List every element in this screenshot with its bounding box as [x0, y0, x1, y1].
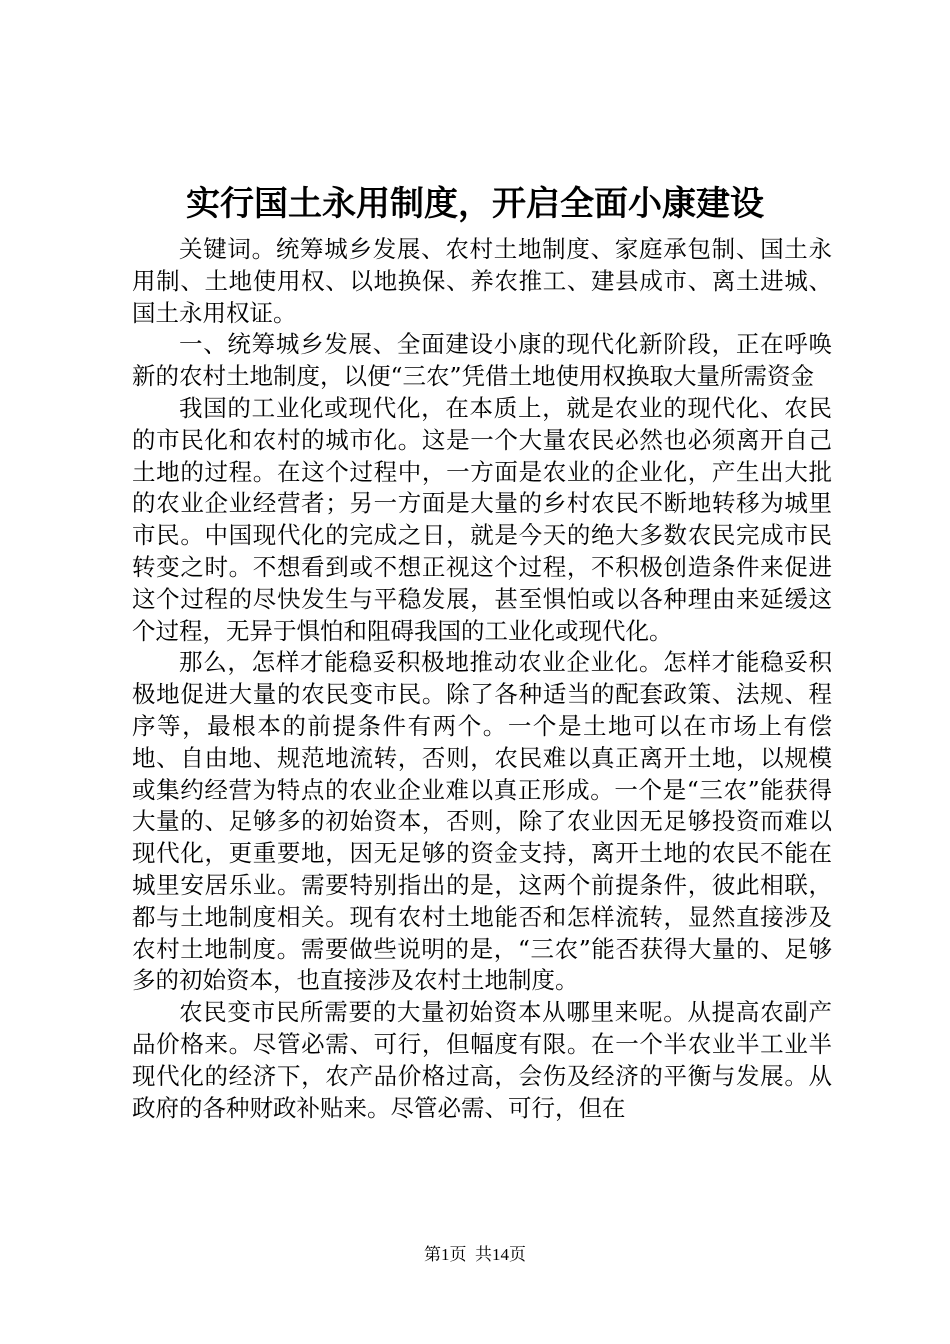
- page-total: 共14页: [475, 1245, 526, 1264]
- paragraph: 农民变市民所需要的大量初始资本从哪里来呢。从提高农副产品价格来。尽管必需、可行，但幅度有限。在一个半农业半工业半现代化的经济下，农产品价格过高，会伤及经济的平衡与发展。从政府的各种财政补贴来。尽管必需、可行，但在: [132, 998, 832, 1122]
- document-body: [132, 234, 832, 1124]
- page-number: 第1页: [424, 1245, 467, 1264]
- paragraph: 那么，怎样才能稳妥积极地推动农业企业化。怎样才能稳妥积极地促进大量的农民变市民。除了各种适当的配套政策、法规、程序等，最根本的前提条件有两个。一个是土地可以在市场上有偿地、自由地、规范地流转，否则，农民难以真正离开土地，以规模或集约经营为特点的农业企业难以真正形成。一个是“三农”能获得大量的、足够多的初始资本，否则，除了农业因无足够投资而难以现代化，更重要地，因无足够的资金支持，离开土地的农民不能在城里安居乐业。需要特别指出的是，这两个前提条件，彼此相联，都与土地制度相关。现有农村土地能否和怎样流转，显然直接涉及农村土地制度。需要做些说明的是，“三农”能否获得大量的、足够多的初始资本，也直接涉及农村土地制度。: [132, 648, 832, 995]
- document-title: 实行国土永用制度，开启全面小康建设: [186, 184, 764, 224]
- paragraph-section-heading: 一、统筹城乡发展、全面建设小康的现代化新阶段，正在呼唤新的农村土地制度，以便“三农”凭借土地使用权换取大量所需资金: [132, 330, 832, 391]
- paragraph: 我国的工业化或现代化，在本质上，就是农业的现代化、农民的市民化和农村的城市化。这是一个大量农民必然也必须离开自己土地的过程。在这个过程中，一方面是农业的企业化，产生出大批的农业企业经营者；另一方面是大量的乡村农民不断地转移为城里市民。中国现代化的完成之日，就是今天的绝大多数农民完成市民转变之时。不想看到或不想正视这个过程，不积极创造条件来促进这个过程的尽快发生与平稳发展，甚至惧怕或以各种理由来延缓这个过程，无异于惧怕和阻碍我国的工业化或现代化。: [132, 393, 832, 645]
- paragraph-keywords: 关键词。统筹城乡发展、农村土地制度、家庭承包制、国土永用制、土地使用权、以地换保、养农推工、建县成市、离土进城、国土永用权证。: [132, 235, 832, 327]
- page-footer: [0, 1244, 950, 1266]
